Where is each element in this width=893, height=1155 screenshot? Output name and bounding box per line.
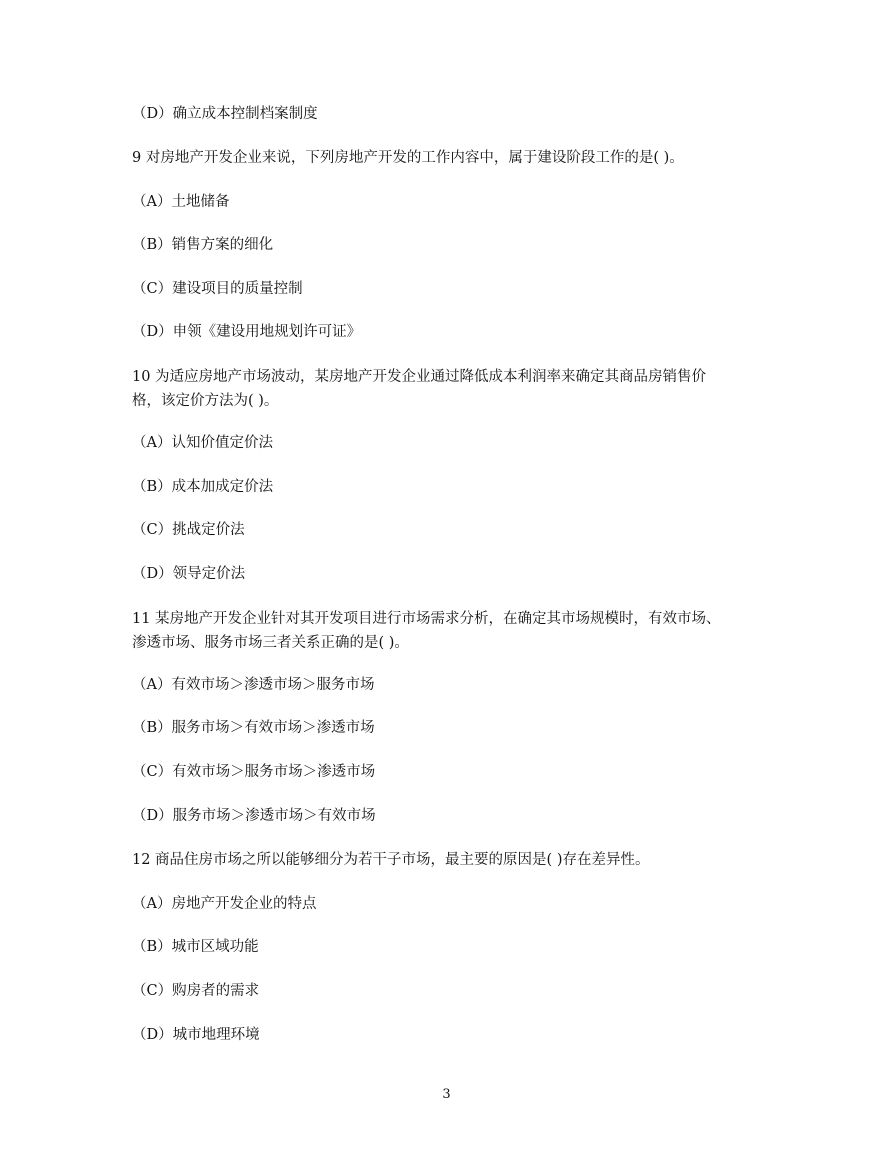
- option-line: （B）城市区域功能: [132, 939, 259, 955]
- option-line: （A）房地产开发企业的特点: [132, 896, 317, 912]
- option-line: （D）申领《建设用地规划许可证》: [132, 324, 362, 340]
- question-line-continued: 格，该定价方法为( )。: [132, 393, 279, 409]
- option-line: （C）购房者的需求: [132, 983, 260, 999]
- option-line: （B）成本加成定价法: [132, 479, 274, 495]
- question-line: 11 某房地产开发企业针对其开发项目进行市场需求分析，在确定其市场规模时，有效市场、: [132, 611, 721, 627]
- option-line: （C）有效市场＞服务市场＞渗透市场: [132, 764, 376, 780]
- option-line: （A）有效市场＞渗透市场＞服务市场: [132, 677, 375, 693]
- option-line: （A）土地储备: [132, 194, 230, 210]
- question-line: 10 为适应房地产市场波动，某房地产开发企业通过降低成本利润率来确定其商品房销售价: [132, 369, 707, 385]
- option-line: （C）建设项目的质量控制: [132, 281, 303, 297]
- option-line: （D）城市地理环境: [132, 1027, 260, 1043]
- option-line: （B）销售方案的细化: [132, 237, 274, 253]
- option-line: （A）认知价值定价法: [132, 435, 273, 451]
- page-number: 3: [442, 1087, 451, 1102]
- question-line: 12 商品住房市场之所以能够细分为若干子市场，最主要的原因是( )存在差异性。: [132, 852, 650, 868]
- option-line: （D）确立成本控制档案制度: [132, 106, 318, 122]
- question-line: 9 对房地产开发企业来说，下列房地产开发的工作内容中，属于建设阶段工作的是( )。: [132, 150, 684, 166]
- option-line: （C）挑战定价法: [132, 522, 245, 538]
- option-line: （D）领导定价法: [132, 566, 246, 582]
- option-line: （D）服务市场＞渗透市场＞有效市场: [132, 808, 376, 824]
- option-line: （B）服务市场＞有效市场＞渗透市场: [132, 720, 375, 736]
- question-line-continued: 渗透市场、服务市场三者关系正确的是( )。: [132, 635, 409, 651]
